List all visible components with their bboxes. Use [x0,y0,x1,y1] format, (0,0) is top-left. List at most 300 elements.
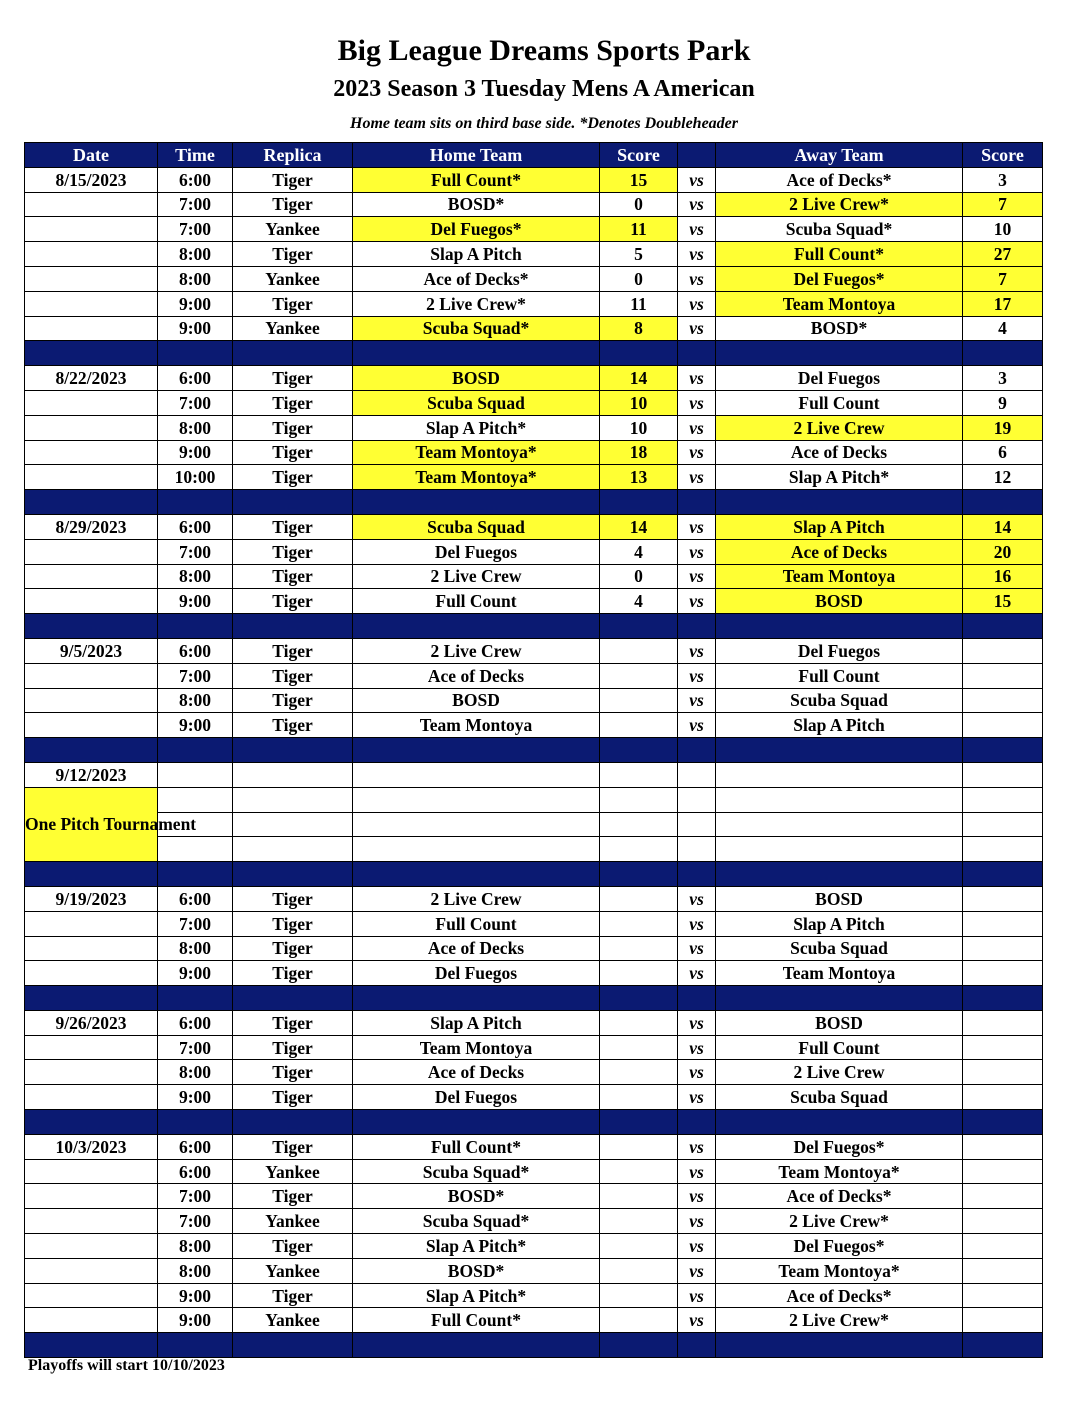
time-cell: 6:00 [158,1134,233,1159]
time-cell: 7:00 [158,1184,233,1209]
home-team-cell: Full Count* [353,167,600,192]
date-cell [25,713,158,738]
separator-cell [353,738,600,763]
tournament-cell: One Pitch Tournament [25,787,158,861]
vs-cell: vs [678,514,716,539]
date-cell: 8/22/2023 [25,366,158,391]
schedule-note: Home team sits on third base side. *Denotes Doubleheader [350,115,738,132]
separator-cell [158,490,233,515]
table-row [25,1010,1043,1035]
time-cell: 9:00 [158,961,233,986]
home-score-cell: 18 [600,440,678,465]
vs-cell: vs [678,192,716,217]
table-row [25,787,1043,812]
home-score-cell: 5 [600,242,678,267]
home-score-cell: 10 [600,390,678,415]
separator-cell [963,490,1043,515]
separator-cell [233,490,353,515]
vs-cell: vs [678,1134,716,1159]
replica-cell: Yankee [233,316,353,341]
away-team-cell: Slap A Pitch [716,514,963,539]
time-cell: 9:00 [158,440,233,465]
date-cell: 9/26/2023 [25,1010,158,1035]
empty-cell [353,837,600,862]
separator-cell [233,862,353,887]
empty-cell [233,837,353,862]
away-team-cell: Full Count [716,390,963,415]
replica-cell: Tiger [233,638,353,663]
away-team-cell: Ace of Decks [716,440,963,465]
separator-cell [25,986,158,1011]
away-score-cell: 6 [963,440,1043,465]
vs-cell: vs [678,266,716,291]
time-cell: 7:00 [158,539,233,564]
away-team-cell: Slap A Pitch [716,911,963,936]
time-cell: 8:00 [158,1234,233,1259]
home-team-cell: Team Montoya* [353,440,600,465]
home-score-cell [600,1035,678,1060]
away-team-cell: Team Montoya [716,564,963,589]
col-header-vs [678,143,716,168]
col-header-away-score: Score [963,143,1043,168]
separator-cell [963,862,1043,887]
replica-cell: Tiger [233,539,353,564]
separator-cell [963,986,1043,1011]
separator-cell [716,490,963,515]
time-cell: 8:00 [158,1060,233,1085]
home-team-cell: Full Count [353,911,600,936]
away-score-cell: 27 [963,242,1043,267]
week-separator [25,341,1043,366]
date-cell [25,192,158,217]
date-cell [25,465,158,490]
date-cell [25,1159,158,1184]
time-cell: 7:00 [158,1035,233,1060]
date-cell: 8/29/2023 [25,514,158,539]
separator-cell [716,1110,963,1135]
home-score-cell [600,1258,678,1283]
col-header-time: Time [158,143,233,168]
away-team-cell: Scuba Squad [716,688,963,713]
empty-cell [233,762,353,787]
time-cell: 10:00 [158,465,233,490]
home-team-cell: Slap A Pitch [353,242,600,267]
home-team-cell: BOSD [353,688,600,713]
vs-cell: vs [678,936,716,961]
away-score-cell [963,1184,1043,1209]
time-cell: 7:00 [158,1209,233,1234]
replica-cell: Tiger [233,366,353,391]
date-cell: 9/12/2023 [25,762,158,787]
away-team-cell: Scuba Squad* [716,217,963,242]
home-score-cell [600,1085,678,1110]
table-row [25,167,1043,192]
away-team-cell: Del Fuegos* [716,1134,963,1159]
vs-cell: vs [678,1010,716,1035]
home-team-cell: Del Fuegos [353,539,600,564]
separator-cell [158,738,233,763]
col-header-away-team: Away Team [716,143,963,168]
home-team-cell: Slap A Pitch [353,1010,600,1035]
vs-cell: vs [678,564,716,589]
replica-cell: Tiger [233,167,353,192]
table-row [25,1085,1043,1110]
table-row [25,911,1043,936]
home-score-cell [600,1134,678,1159]
empty-cell [963,787,1043,812]
away-team-cell: BOSD [716,886,963,911]
away-score-cell [963,1283,1043,1308]
home-score-cell [600,886,678,911]
home-team-cell: Team Montoya [353,1035,600,1060]
replica-cell: Yankee [233,1209,353,1234]
away-team-cell: Scuba Squad [716,1085,963,1110]
separator-cell [716,341,963,366]
page-title: Big League Dreams Sports Park [337,34,751,67]
date-cell [25,390,158,415]
time-cell: 8:00 [158,415,233,440]
date-cell: 9/19/2023 [25,886,158,911]
time-cell: 7:00 [158,390,233,415]
home-team-cell: Del Fuegos* [353,217,600,242]
away-team-cell: Ace of Decks* [716,1283,963,1308]
date-cell [25,316,158,341]
table-row [25,1283,1043,1308]
home-score-cell: 4 [600,539,678,564]
date-cell [25,1060,158,1085]
time-cell: 9:00 [158,1283,233,1308]
home-score-cell [600,961,678,986]
time-cell: 6:00 [158,366,233,391]
replica-cell: Tiger [233,589,353,614]
separator-cell [678,986,716,1011]
page-subtitle: 2023 Season 3 Tuesday Mens A American [333,76,755,102]
col-header-replica: Replica [233,143,353,168]
separator-cell [963,1333,1043,1358]
away-team-cell: Del Fuegos* [716,266,963,291]
table-row [25,762,1043,787]
home-score-cell: 0 [600,192,678,217]
empty-cell [353,812,600,837]
vs-cell: vs [678,1234,716,1259]
home-team-cell: Full Count* [353,1308,600,1333]
home-team-cell: BOSD [353,366,600,391]
table-row [25,837,1043,862]
replica-cell: Tiger [233,192,353,217]
col-header-home-score: Score [600,143,678,168]
table-row [25,1308,1043,1333]
table-row [25,936,1043,961]
separator-cell [353,490,600,515]
home-score-cell: 11 [600,291,678,316]
time-cell: 9:00 [158,1308,233,1333]
away-team-cell: 2 Live Crew [716,415,963,440]
replica-cell: Tiger [233,1184,353,1209]
away-team-cell: BOSD [716,589,963,614]
away-team-cell: Team Montoya [716,291,963,316]
date-cell [25,1258,158,1283]
vs-cell: vs [678,390,716,415]
home-team-cell: Scuba Squad* [353,1209,600,1234]
home-team-cell: Scuba Squad* [353,1159,600,1184]
table-row [25,713,1043,738]
date-cell [25,242,158,267]
away-score-cell [963,1159,1043,1184]
date-cell [25,911,158,936]
away-score-cell [963,713,1043,738]
empty-cell [716,787,963,812]
separator-cell [233,1110,353,1135]
replica-cell: Tiger [233,1010,353,1035]
separator-cell [353,1110,600,1135]
empty-cell [716,762,963,787]
away-team-cell: 2 Live Crew* [716,1308,963,1333]
home-team-cell: Scuba Squad* [353,316,600,341]
time-cell: 8:00 [158,1258,233,1283]
separator-cell [678,862,716,887]
table-row [25,1134,1043,1159]
replica-cell: Tiger [233,242,353,267]
separator-cell [353,1333,600,1358]
table-row [25,415,1043,440]
away-team-cell: 2 Live Crew* [716,192,963,217]
replica-cell: Tiger [233,1234,353,1259]
table-row [25,1184,1043,1209]
vs-cell: vs [678,886,716,911]
vs-cell: vs [678,1035,716,1060]
time-cell: 6:00 [158,1159,233,1184]
away-score-cell: 3 [963,366,1043,391]
away-team-cell: Full Count* [716,242,963,267]
col-header-home-team: Home Team [353,143,600,168]
separator-cell [25,1110,158,1135]
replica-cell: Tiger [233,514,353,539]
home-score-cell [600,1010,678,1035]
date-cell [25,291,158,316]
home-score-cell: 14 [600,514,678,539]
away-score-cell: 10 [963,217,1043,242]
home-score-cell [600,1209,678,1234]
empty-cell [716,837,963,862]
empty-cell [963,762,1043,787]
time-cell: 9:00 [158,589,233,614]
table-row [25,242,1043,267]
vs-cell: vs [678,440,716,465]
away-team-cell: BOSD [716,1010,963,1035]
home-score-cell: 0 [600,266,678,291]
time-cell: 7:00 [158,217,233,242]
away-team-cell: Ace of Decks [716,539,963,564]
separator-cell [158,986,233,1011]
separator-cell [353,986,600,1011]
date-cell [25,1085,158,1110]
schedule-table [24,142,1043,1358]
time-cell: 6:00 [158,638,233,663]
home-team-cell: 2 Live Crew [353,564,600,589]
home-team-cell: Full Count [353,589,600,614]
date-cell [25,1234,158,1259]
table-row [25,316,1043,341]
week-separator [25,738,1043,763]
away-score-cell: 9 [963,390,1043,415]
home-score-cell [600,1234,678,1259]
separator-cell [233,986,353,1011]
date-cell [25,1184,158,1209]
separator-cell [600,490,678,515]
away-score-cell: 14 [963,514,1043,539]
table-row [25,1035,1043,1060]
replica-cell: Tiger [233,911,353,936]
separator-cell [25,862,158,887]
vs-cell [678,837,716,862]
empty-cell [353,787,600,812]
away-team-cell: BOSD* [716,316,963,341]
separator-cell [716,614,963,639]
vs-cell: vs [678,1085,716,1110]
separator-cell [963,614,1043,639]
separator-cell [600,614,678,639]
separator-cell [600,1333,678,1358]
home-team-cell: Scuba Squad [353,390,600,415]
table-row [25,1234,1043,1259]
date-cell [25,688,158,713]
home-team-cell: 2 Live Crew [353,638,600,663]
replica-cell: Tiger [233,564,353,589]
home-score-cell [600,1060,678,1085]
away-team-cell: Team Montoya [716,961,963,986]
away-team-cell: Scuba Squad [716,936,963,961]
away-score-cell: 12 [963,465,1043,490]
table-row [25,638,1043,663]
table-row [25,291,1043,316]
home-score-cell: 10 [600,415,678,440]
home-score-cell: 0 [600,564,678,589]
home-team-cell: 2 Live Crew [353,886,600,911]
separator-cell [25,490,158,515]
away-score-cell [963,961,1043,986]
replica-cell: Yankee [233,1258,353,1283]
table-row [25,688,1043,713]
time-cell: 6:00 [158,514,233,539]
home-team-cell: Scuba Squad [353,514,600,539]
date-cell [25,266,158,291]
time-cell: 7:00 [158,192,233,217]
table-row [25,1258,1043,1283]
table-row [25,440,1043,465]
date-cell [25,415,158,440]
replica-cell: Tiger [233,936,353,961]
separator-cell [158,341,233,366]
home-score-cell [600,713,678,738]
vs-cell: vs [678,366,716,391]
empty-cell [233,787,353,812]
col-header-date: Date [25,143,158,168]
separator-cell [716,738,963,763]
date-cell [25,440,158,465]
time-cell: 9:00 [158,713,233,738]
vs-cell: vs [678,1308,716,1333]
vs-cell: vs [678,291,716,316]
replica-cell: Tiger [233,961,353,986]
home-score-cell [600,1308,678,1333]
separator-cell [600,862,678,887]
away-score-cell [963,936,1043,961]
replica-cell: Tiger [233,713,353,738]
replica-cell: Yankee [233,1308,353,1333]
vs-cell: vs [678,663,716,688]
home-team-cell: Slap A Pitch* [353,415,600,440]
separator-cell [25,738,158,763]
separator-cell [678,738,716,763]
time-cell: 8:00 [158,936,233,961]
vs-cell: vs [678,465,716,490]
date-cell [25,936,158,961]
time-cell: 6:00 [158,1010,233,1035]
away-team-cell: Del Fuegos* [716,1234,963,1259]
home-score-cell: 8 [600,316,678,341]
separator-cell [25,614,158,639]
table-row [25,390,1043,415]
vs-cell: vs [678,1184,716,1209]
separator-cell [678,1110,716,1135]
home-score-cell: 14 [600,366,678,391]
away-team-cell: Ace of Decks* [716,167,963,192]
separator-cell [233,614,353,639]
time-cell: 6:00 [158,886,233,911]
separator-cell [716,862,963,887]
away-score-cell: 4 [963,316,1043,341]
separator-cell [600,986,678,1011]
separator-cell [353,862,600,887]
table-row [25,539,1043,564]
replica-cell: Yankee [233,217,353,242]
vs-cell: vs [678,1209,716,1234]
header-row [25,143,1043,168]
vs-cell: vs [678,1159,716,1184]
away-score-cell: 17 [963,291,1043,316]
week-separator [25,1110,1043,1135]
empty-cell [158,762,233,787]
separator-cell [25,1333,158,1358]
replica-cell: Tiger [233,291,353,316]
date-cell [25,1035,158,1060]
vs-cell: vs [678,1060,716,1085]
home-team-cell: Ace of Decks [353,663,600,688]
table-row [25,1209,1043,1234]
away-score-cell: 20 [963,539,1043,564]
away-team-cell: 2 Live Crew* [716,1209,963,1234]
separator-cell [678,1333,716,1358]
table-row [25,514,1043,539]
separator-cell [158,862,233,887]
date-cell [25,663,158,688]
separator-cell [963,1110,1043,1135]
vs-cell [678,787,716,812]
date-cell [25,961,158,986]
time-cell: 8:00 [158,688,233,713]
vs-cell: vs [678,713,716,738]
separator-cell [963,738,1043,763]
date-cell [25,1209,158,1234]
empty-cell [600,812,678,837]
home-score-cell: 13 [600,465,678,490]
away-score-cell [963,1035,1043,1060]
home-team-cell: Slap A Pitch* [353,1234,600,1259]
empty-cell [600,787,678,812]
away-score-cell: 19 [963,415,1043,440]
date-cell [25,1308,158,1333]
away-score-cell [963,1085,1043,1110]
